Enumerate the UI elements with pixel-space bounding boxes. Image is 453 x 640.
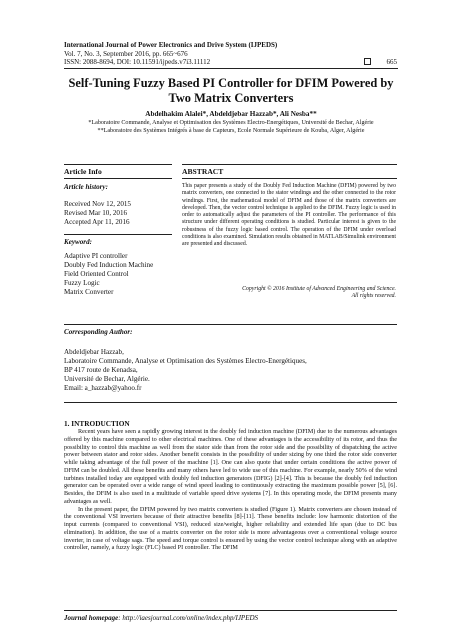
copyright: Copyright © 2016 Institute of Advanced Engineering and Science. All rights reserved.	[242, 286, 396, 300]
keyword-item: Matrix Converter	[64, 287, 114, 296]
article-info-heading: Article Info	[64, 167, 102, 176]
paragraph: Recent years have seen a rapidly growing interest in the doubly fed induction machine (DFIM) due to the numerous advantages offered by this machine compared to other electrical machines. One of these advantages is the accessibility of its rotor, and thus the possibility to control this machine as well from the stator side than from the rotor side and the possibility of dispatching the active power between stator and rotor sides. Another benefit consists in the possibility of under sizing by one third the rotor side converter while taking advantage of the full power of the machine [1]. One can also quote that under certain conditions the active power of DFIM can be doubled. All these benefits and many others have led to wide use of this machine. For example, nearly 50% of the wind turbines installed today are equipped with doubly fed induction generators (DFIG) [2]-[4]. This is because the doubly fed induction generator can be operated over a wide range of wind speed leading to continuously extracting the maximum possible power [5], [6]. Besides, the DFIM is also used in a multitude of variable speed drive systems [7]. In this operating mode, the DFIM presents many advantages as well.	[64, 428, 397, 505]
keyword-item: Adaptive PI controller	[64, 252, 128, 260]
page-number: 665	[364, 58, 398, 66]
keyword-item: Fuzzy Logic	[64, 278, 100, 287]
affiliation-1: *Laboratoire Commande, Analyse et Optimisation des Systèmes Electro-Energétiques, Université de Bechar, Algérie	[88, 120, 374, 126]
corresponding-rule	[64, 402, 397, 403]
abstract-heading: ABSTRACT	[182, 167, 224, 176]
introduction-body	[64, 428, 397, 552]
history-rule	[64, 234, 172, 235]
abstract-rule-top	[182, 164, 397, 165]
journal-homepage: Journal homepage: http://iaesjournal.com/online/index.php/IJPEDS	[64, 614, 259, 622]
keywords-list	[64, 252, 153, 297]
introduction-heading: 1. INTRODUCTION	[64, 419, 130, 428]
paper-title: Self-Tuning Fuzzy Based PI Controller for DFIM Powered by Two Matrix Converters	[68, 76, 394, 105]
header-rule	[64, 68, 398, 69]
article-info-rule-top	[64, 164, 172, 165]
history-revised: Revised Mar 10, 2016	[64, 208, 128, 217]
square-icon	[364, 58, 371, 65]
history-accepted: Accepted Apr 11, 2016	[64, 217, 130, 226]
history-list	[64, 200, 131, 227]
history-received: Received Nov 12, 2015	[64, 200, 131, 208]
journal-name: International Journal of Power Electronics and Drive System (IJPEDS)	[64, 41, 278, 49]
keywords-label: Keyword:	[64, 238, 92, 246]
article-info-rule	[64, 178, 172, 179]
footer-rule	[64, 610, 397, 611]
abstract-rule	[182, 178, 397, 179]
keyword-item: Doubly Fed Induction Machine	[64, 260, 154, 269]
authors: Abdelhakim Alalei*, Abdeldjebar Hazzab*, Ali Nesba**	[145, 110, 317, 118]
paragraph: In the present paper, the DFIM powered by two matrix converters is studied (Figure 1). Matrix converters are chosen instead of the conventional VSI inverters because of their attractive benefits [8]-[11]. These benefits include: low harmonic distortion of the input currents (compared to conventional VSI), reduced size/weight, higher reliability and extended life span (due to DC bus elimination). In addition, the use of a matrix converter on the rotor side is more advantageous over a conventional voltage source inverter, in case of voltage sags. The speed and torque control is ensured by using the vector control technique along with an adaptive controller, namely, a fuzzy logic (FLC) based PI controller. The DFIM	[64, 505, 397, 552]
issn-doi: ISSN: 2088-8694, DOI: 10.11591/ijpeds.v7i3.11112	[64, 58, 211, 66]
abstract-text: This paper presents a study of the Doubly Fed Induction Machine (DFIM) powered by two matrix converters, one connected to the stator windings and the other connected to the rotor windings. First, the mathematical model of DFIM and those of the matrix converters are developed. Then, the vector control technique is applied to the DFIM. Fuzzy logic is used in order to automatically adjust the parameters of the PI controller. The performance of this structure under different operating conditions is studied. Particular interest is given to the robustness of the fuzzy logic based control. The operation of the DFIM under overload conditions is also examined. Simulation results obtained in MATLAB/Simulink environment are presented and discussed.	[182, 183, 396, 247]
affiliation-2: **Laboratoire des Systèmes Intégrés à base de Capteurs, Ecole Normale Supérieure de Kouba, Alger, Algérie	[97, 128, 365, 134]
section-rule	[64, 324, 397, 325]
history-label: Article history:	[64, 183, 108, 191]
corresponding-label: Corresponding Author:	[64, 328, 133, 336]
keyword-item: Field Oriented Control	[64, 269, 129, 278]
volume-info: Vol. 7, No. 3, September 2016, pp. 665~676	[64, 50, 188, 58]
corresponding-author: Abdeldjebar Hazzab, Laboratoire Commande, Analyse et Optimisation des Systèmes Electro-Energétiques, BP 417 route de Kenadsa, Université de Bechar, Algérie. Email: a_hazzab@yahoo.fr	[64, 348, 307, 392]
